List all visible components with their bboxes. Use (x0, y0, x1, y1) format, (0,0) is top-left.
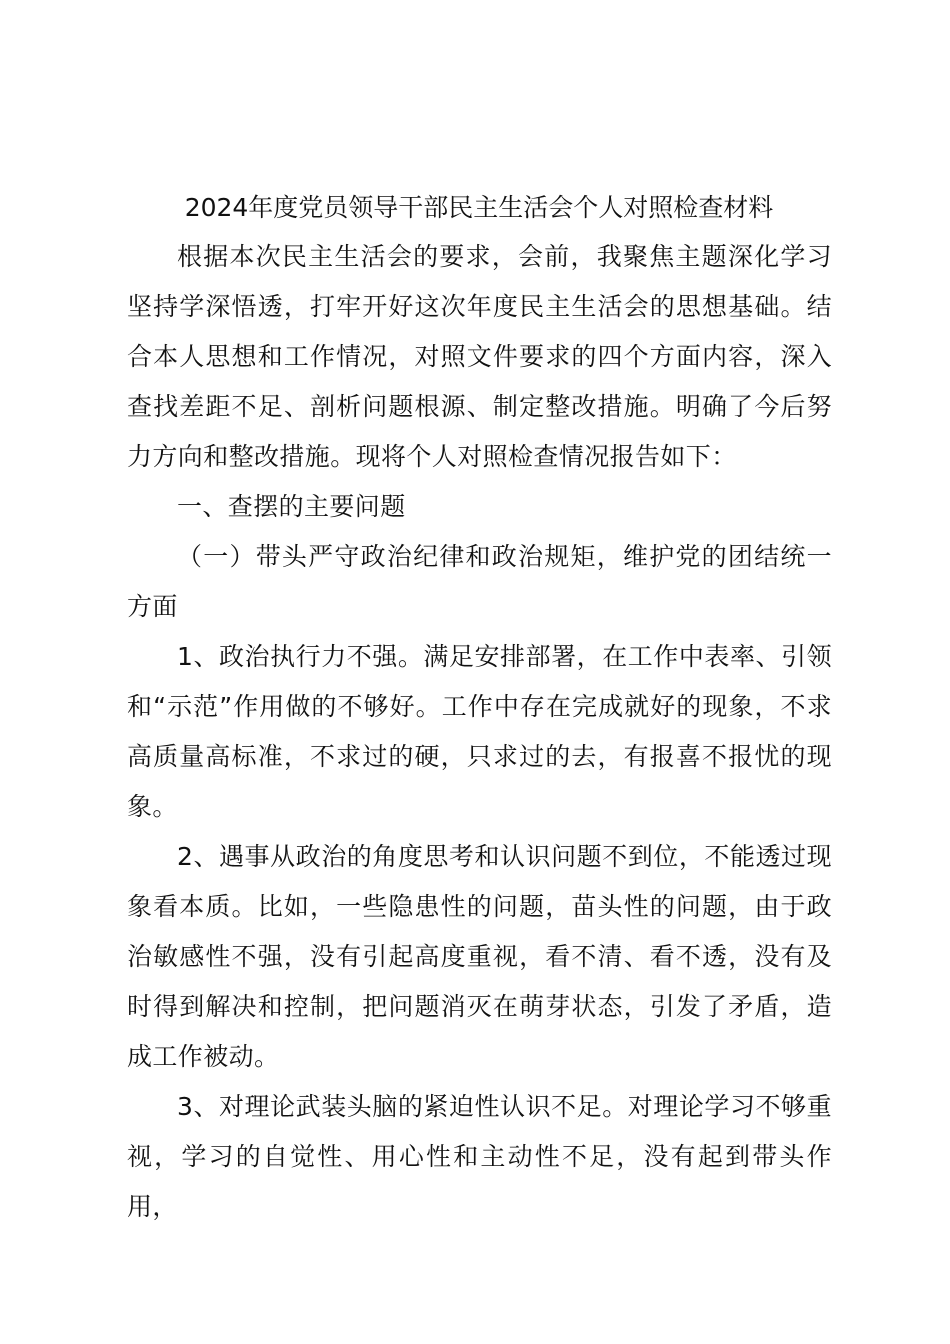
paragraph-item-1: 1、政治执行力不强。满足安排部署，在工作中表率、引领和“示范”作用做的不够好。工作中存在完成就好的现象，不求高质量高标准，不求过的硬，只求过的去，有报喜不报忧的现象。 (127, 642, 832, 821)
paragraph-intro: 根据本次民主生活会的要求，会前，我聚焦主题深化学习坚持学深悟透，打牢开好这次年度民主生活会的思想基础。结合本人思想和工作情况，对照文件要求的四个方面内容，深入查找差距不足、剖析问题根源、制定整改措施。明确了今后努力方向和整改措施。现将个人对照检查情况报告如下： (127, 242, 832, 471)
document-title: 2024年度党员领导干部民主生活会个人对照检查材料 (184, 193, 774, 222)
section-heading-problems: 一、查摆的主要问题 (177, 492, 406, 521)
document-body (127, 232, 832, 1232)
subsection-heading-discipline: （一）带头严守政治纪律和政治规矩，维护党的团结统一方面 (127, 542, 832, 621)
paragraph-item-3: 3、对理论武装头脑的紧迫性认识不足。对理论学习不够重视，学习的自觉性、用心性和主动性不足，没有起到带头作用， (127, 1092, 832, 1221)
paragraph-item-2: 2、遇事从政治的角度思考和认识问题不到位，不能透过现象看本质。比如，一些隐患性的问题，苗头性的问题，由于政治敏感性不强，没有引起高度重视，看不清、看不透，没有及时得到解决和控制，把问题消灭在萌芽状态，引发了矛盾，造成工作被动。 (127, 842, 832, 1071)
